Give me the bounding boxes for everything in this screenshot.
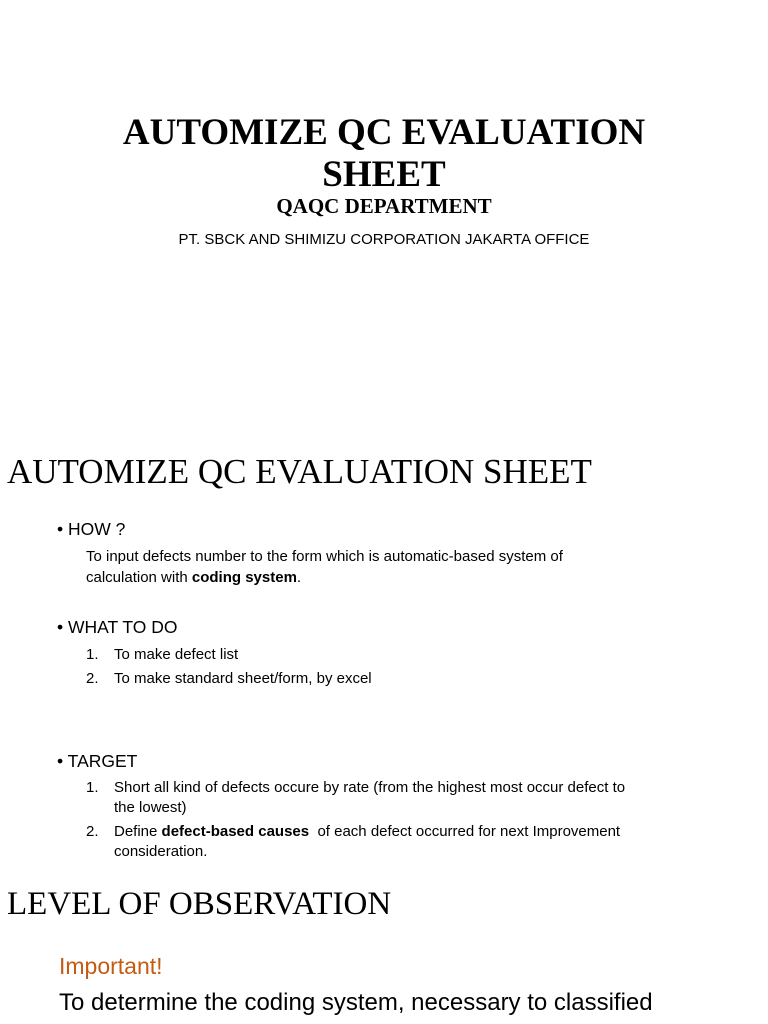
section-title: AUTOMIZE QC EVALUATION SHEET <box>7 452 592 491</box>
target-item2-rest: of each defect occurred for next Improvement <box>309 823 621 840</box>
list-item <box>86 778 726 818</box>
list-item-number: 2. <box>86 823 99 840</box>
how-line1: To input defects number to the form which is automatic-based system of <box>86 548 563 565</box>
list-item-number: 1. <box>86 779 99 796</box>
list-item-number: 1. <box>86 646 99 663</box>
cover-title <box>0 112 768 196</box>
list-item <box>86 645 686 665</box>
how-bullet: • HOW ? <box>57 519 126 539</box>
coding-system-bold: coding system <box>191 569 297 586</box>
cover-organization: PT. SBCK AND SHIMIZU CORPORATION JAKARTA OFFICE <box>178 231 590 248</box>
observation-title: LEVEL OF OBSERVATION <box>7 886 392 922</box>
coding-system-text: To determine the coding system, necessary to classified <box>59 989 653 1016</box>
cover-subtitle: QAQC DEPARTMENT <box>276 194 492 218</box>
target-bullet: • TARGET <box>57 751 138 771</box>
how-line2 <box>86 567 563 588</box>
target-item2-line1 <box>114 822 620 842</box>
list-item-text: To make standard sheet/form, by excel <box>114 670 372 687</box>
cover-title-line2: SHEET <box>322 154 446 195</box>
cover-title-line1: AUTOMIZE QC EVALUATION <box>122 112 646 153</box>
list-item <box>86 822 726 862</box>
target-item1-line1: Short all kind of defects occure by rate (from the highest most occur defect to <box>114 779 626 796</box>
what-to-do-bullet: • WHAT TO DO <box>57 617 178 637</box>
list-item-text <box>114 778 625 818</box>
target-item2-text: Define <box>114 823 162 840</box>
list-item-text: To make defect list <box>114 646 239 663</box>
important-label: Important! <box>59 953 163 979</box>
how-line2-text: calculation with <box>86 569 192 586</box>
target-item1-line2: the lowest) <box>114 799 187 816</box>
list-item-number: 2. <box>86 670 99 687</box>
list-item-text <box>114 822 620 862</box>
defect-causes-bold: defect-based causes <box>161 823 310 840</box>
target-item2-line2: consideration. <box>114 843 208 860</box>
how-description <box>86 546 563 588</box>
how-line2-period: . <box>296 569 302 586</box>
list-item <box>86 669 686 689</box>
